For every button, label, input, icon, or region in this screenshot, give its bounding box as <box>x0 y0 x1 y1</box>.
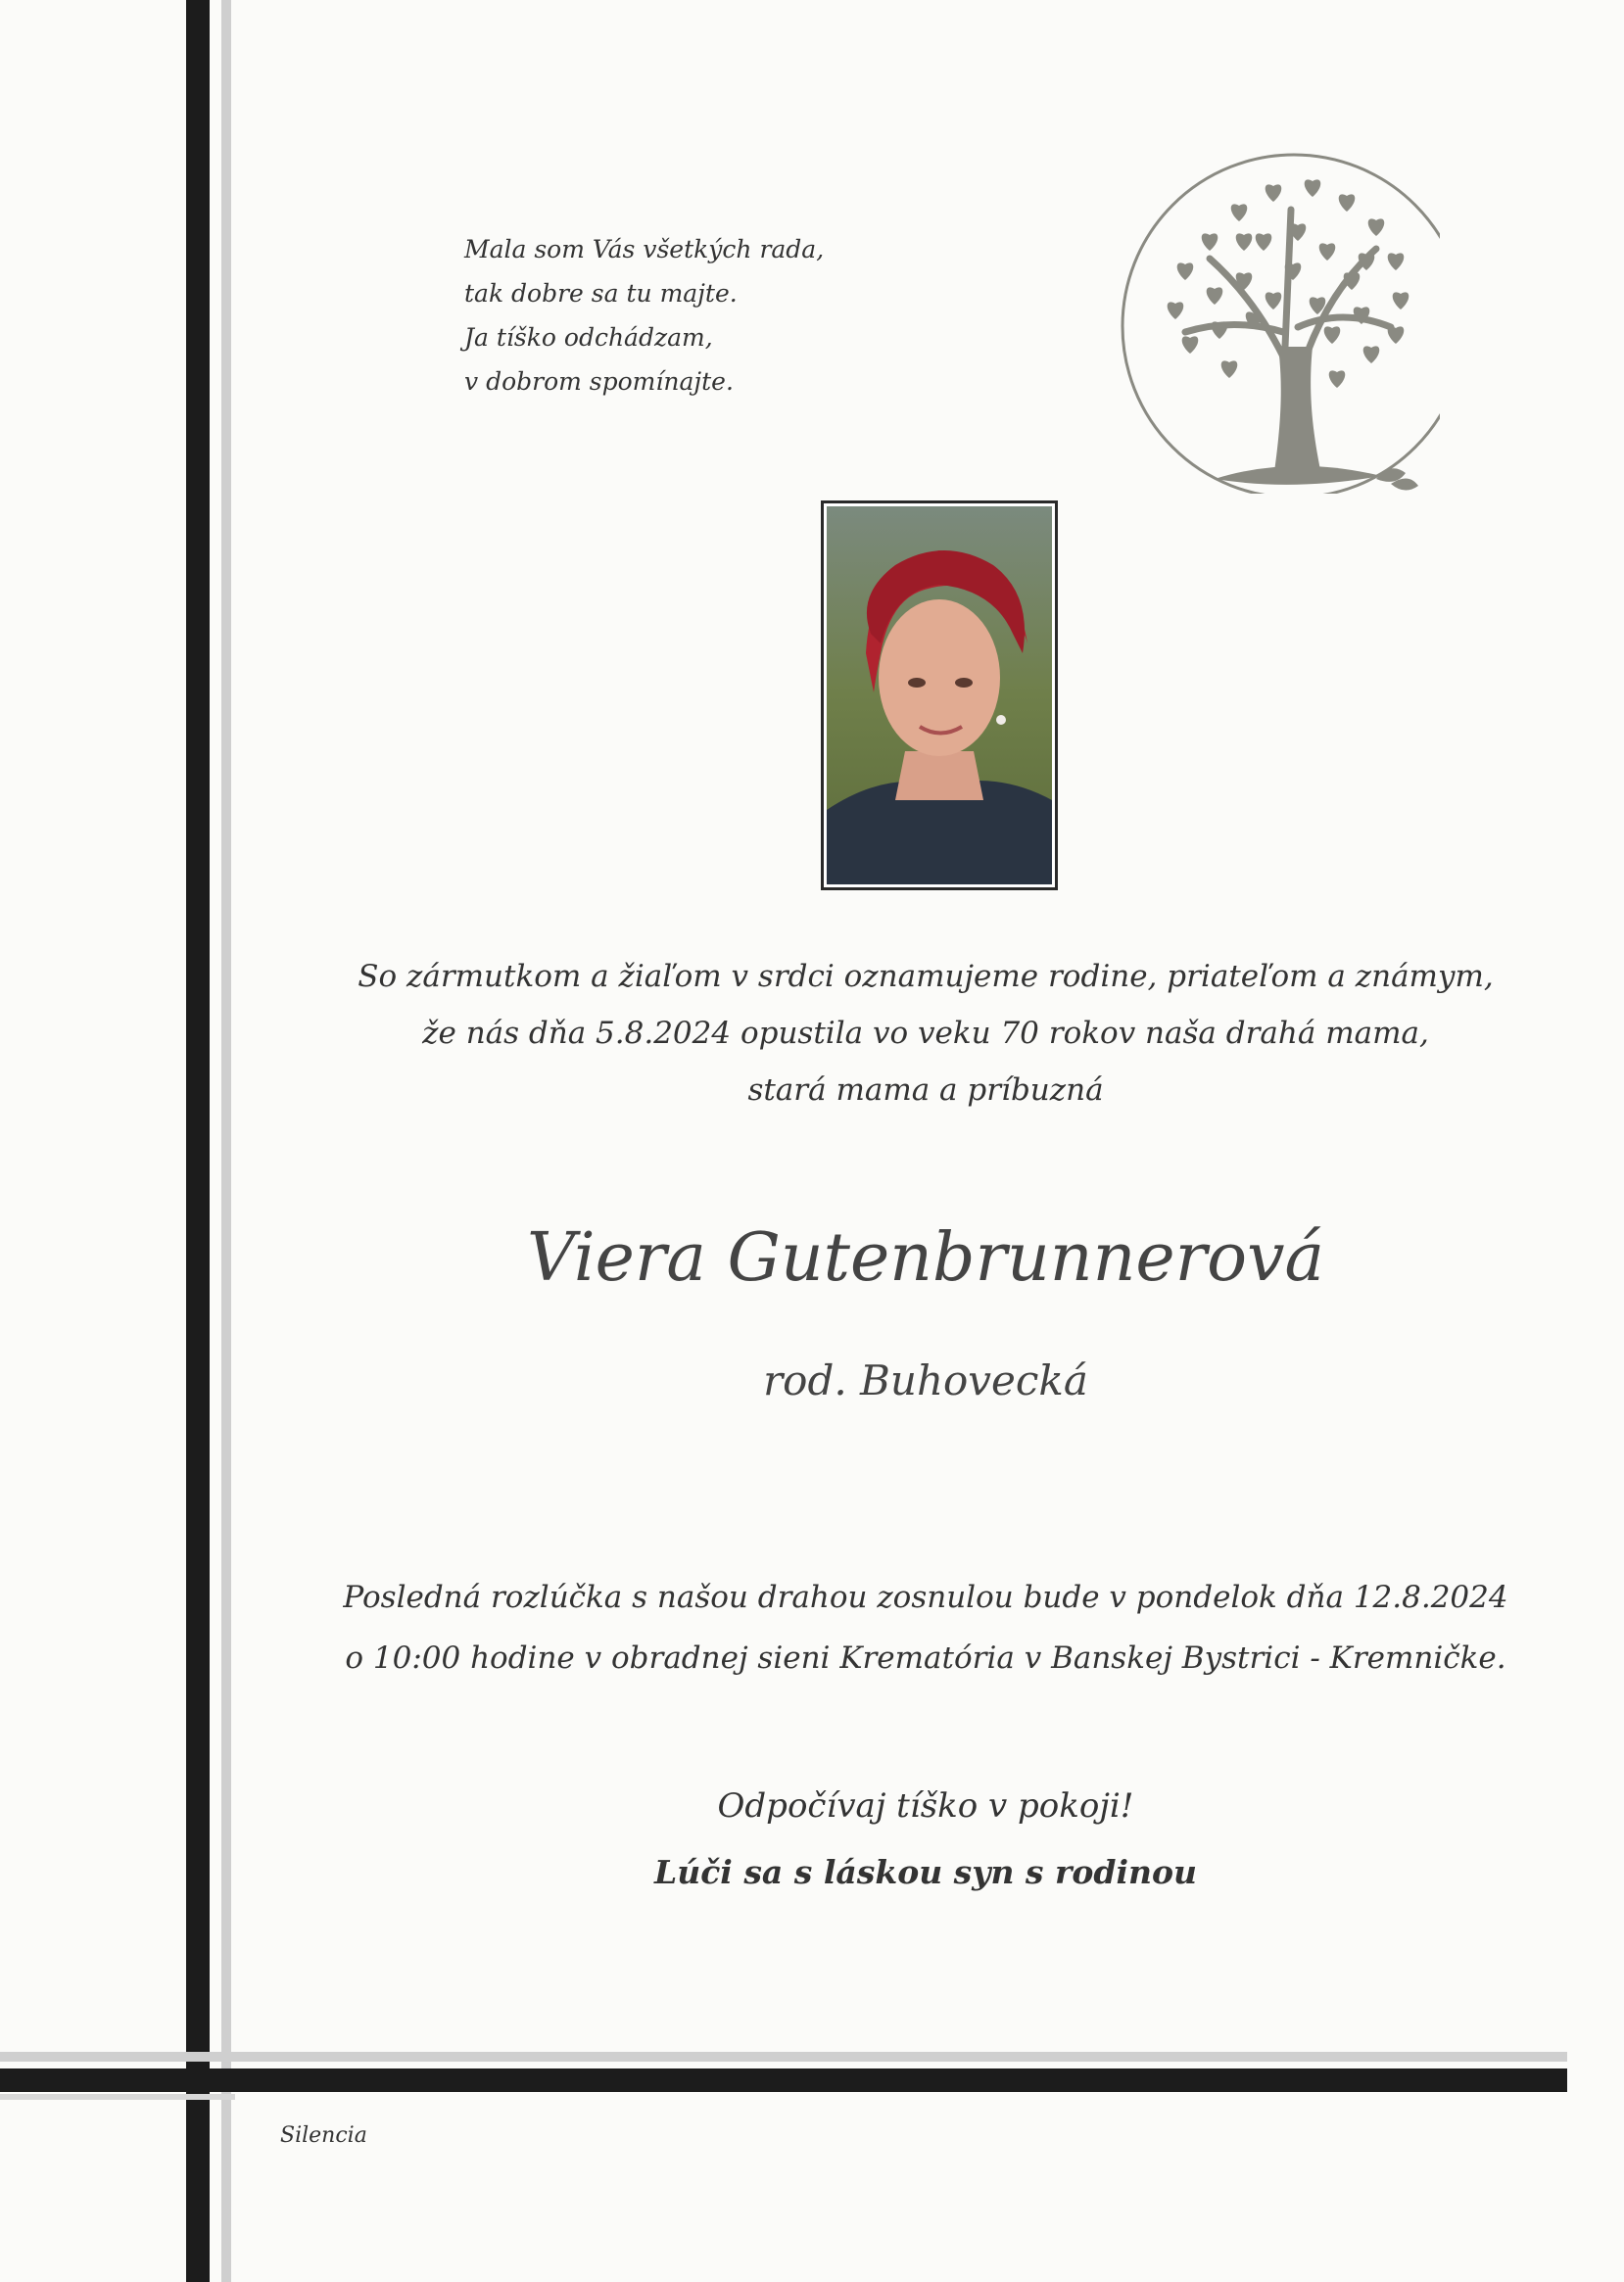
border-vertical-gray <box>221 0 231 2282</box>
funeral-line: Posledná rozlúčka s našou drahou zosnulou bude v pondelok dňa 12.8.2024 <box>343 1580 1508 1615</box>
poem-line: tak dobre sa tu majte. <box>464 279 738 308</box>
border-horizontal-dark <box>0 2068 1567 2092</box>
funeral-line: o 10:00 hodine v obradnej sieni Krematória v Banskej Bystrici - Kremničke. <box>345 1640 1506 1676</box>
announcement-line: stará mama a príbuzná <box>747 1072 1104 1108</box>
portrait-photo <box>821 500 1058 890</box>
poem-line: v dobrom spomínajte. <box>464 367 734 396</box>
announcement <box>294 948 1557 1118</box>
border-vertical-dark <box>186 0 210 2282</box>
poem-line: Mala som Vás všetkých rada, <box>464 235 825 263</box>
poem-line: Ja tíško odchádzam, <box>464 323 713 352</box>
tree-of-life-icon <box>1117 131 1440 494</box>
announcement-line: že nás dňa 5.8.2024 opustila vo veku 70 rokov naša drahá mama, <box>422 1016 1429 1051</box>
funeral-info <box>294 1567 1557 1688</box>
maiden-name: rod. Buhovecká <box>763 1356 1088 1404</box>
deceased-name: Viera Gutenbrunnerová <box>526 1219 1325 1297</box>
announcement-line: So zármutkom a žiaľom v srdci oznamujeme rodine, priateľom a známym, <box>358 959 1494 994</box>
poem <box>464 227 876 404</box>
rest-in-peace: Odpočívaj tíško v pokoji! <box>717 1786 1134 1826</box>
footer-brand: Silencia <box>280 2123 367 2148</box>
border-horizontal-gray <box>0 2052 1567 2062</box>
farewell-signature: Lúči sa s láskou syn s rodinou <box>654 1853 1197 1891</box>
border-horizontal-gray-lower <box>0 2094 235 2100</box>
